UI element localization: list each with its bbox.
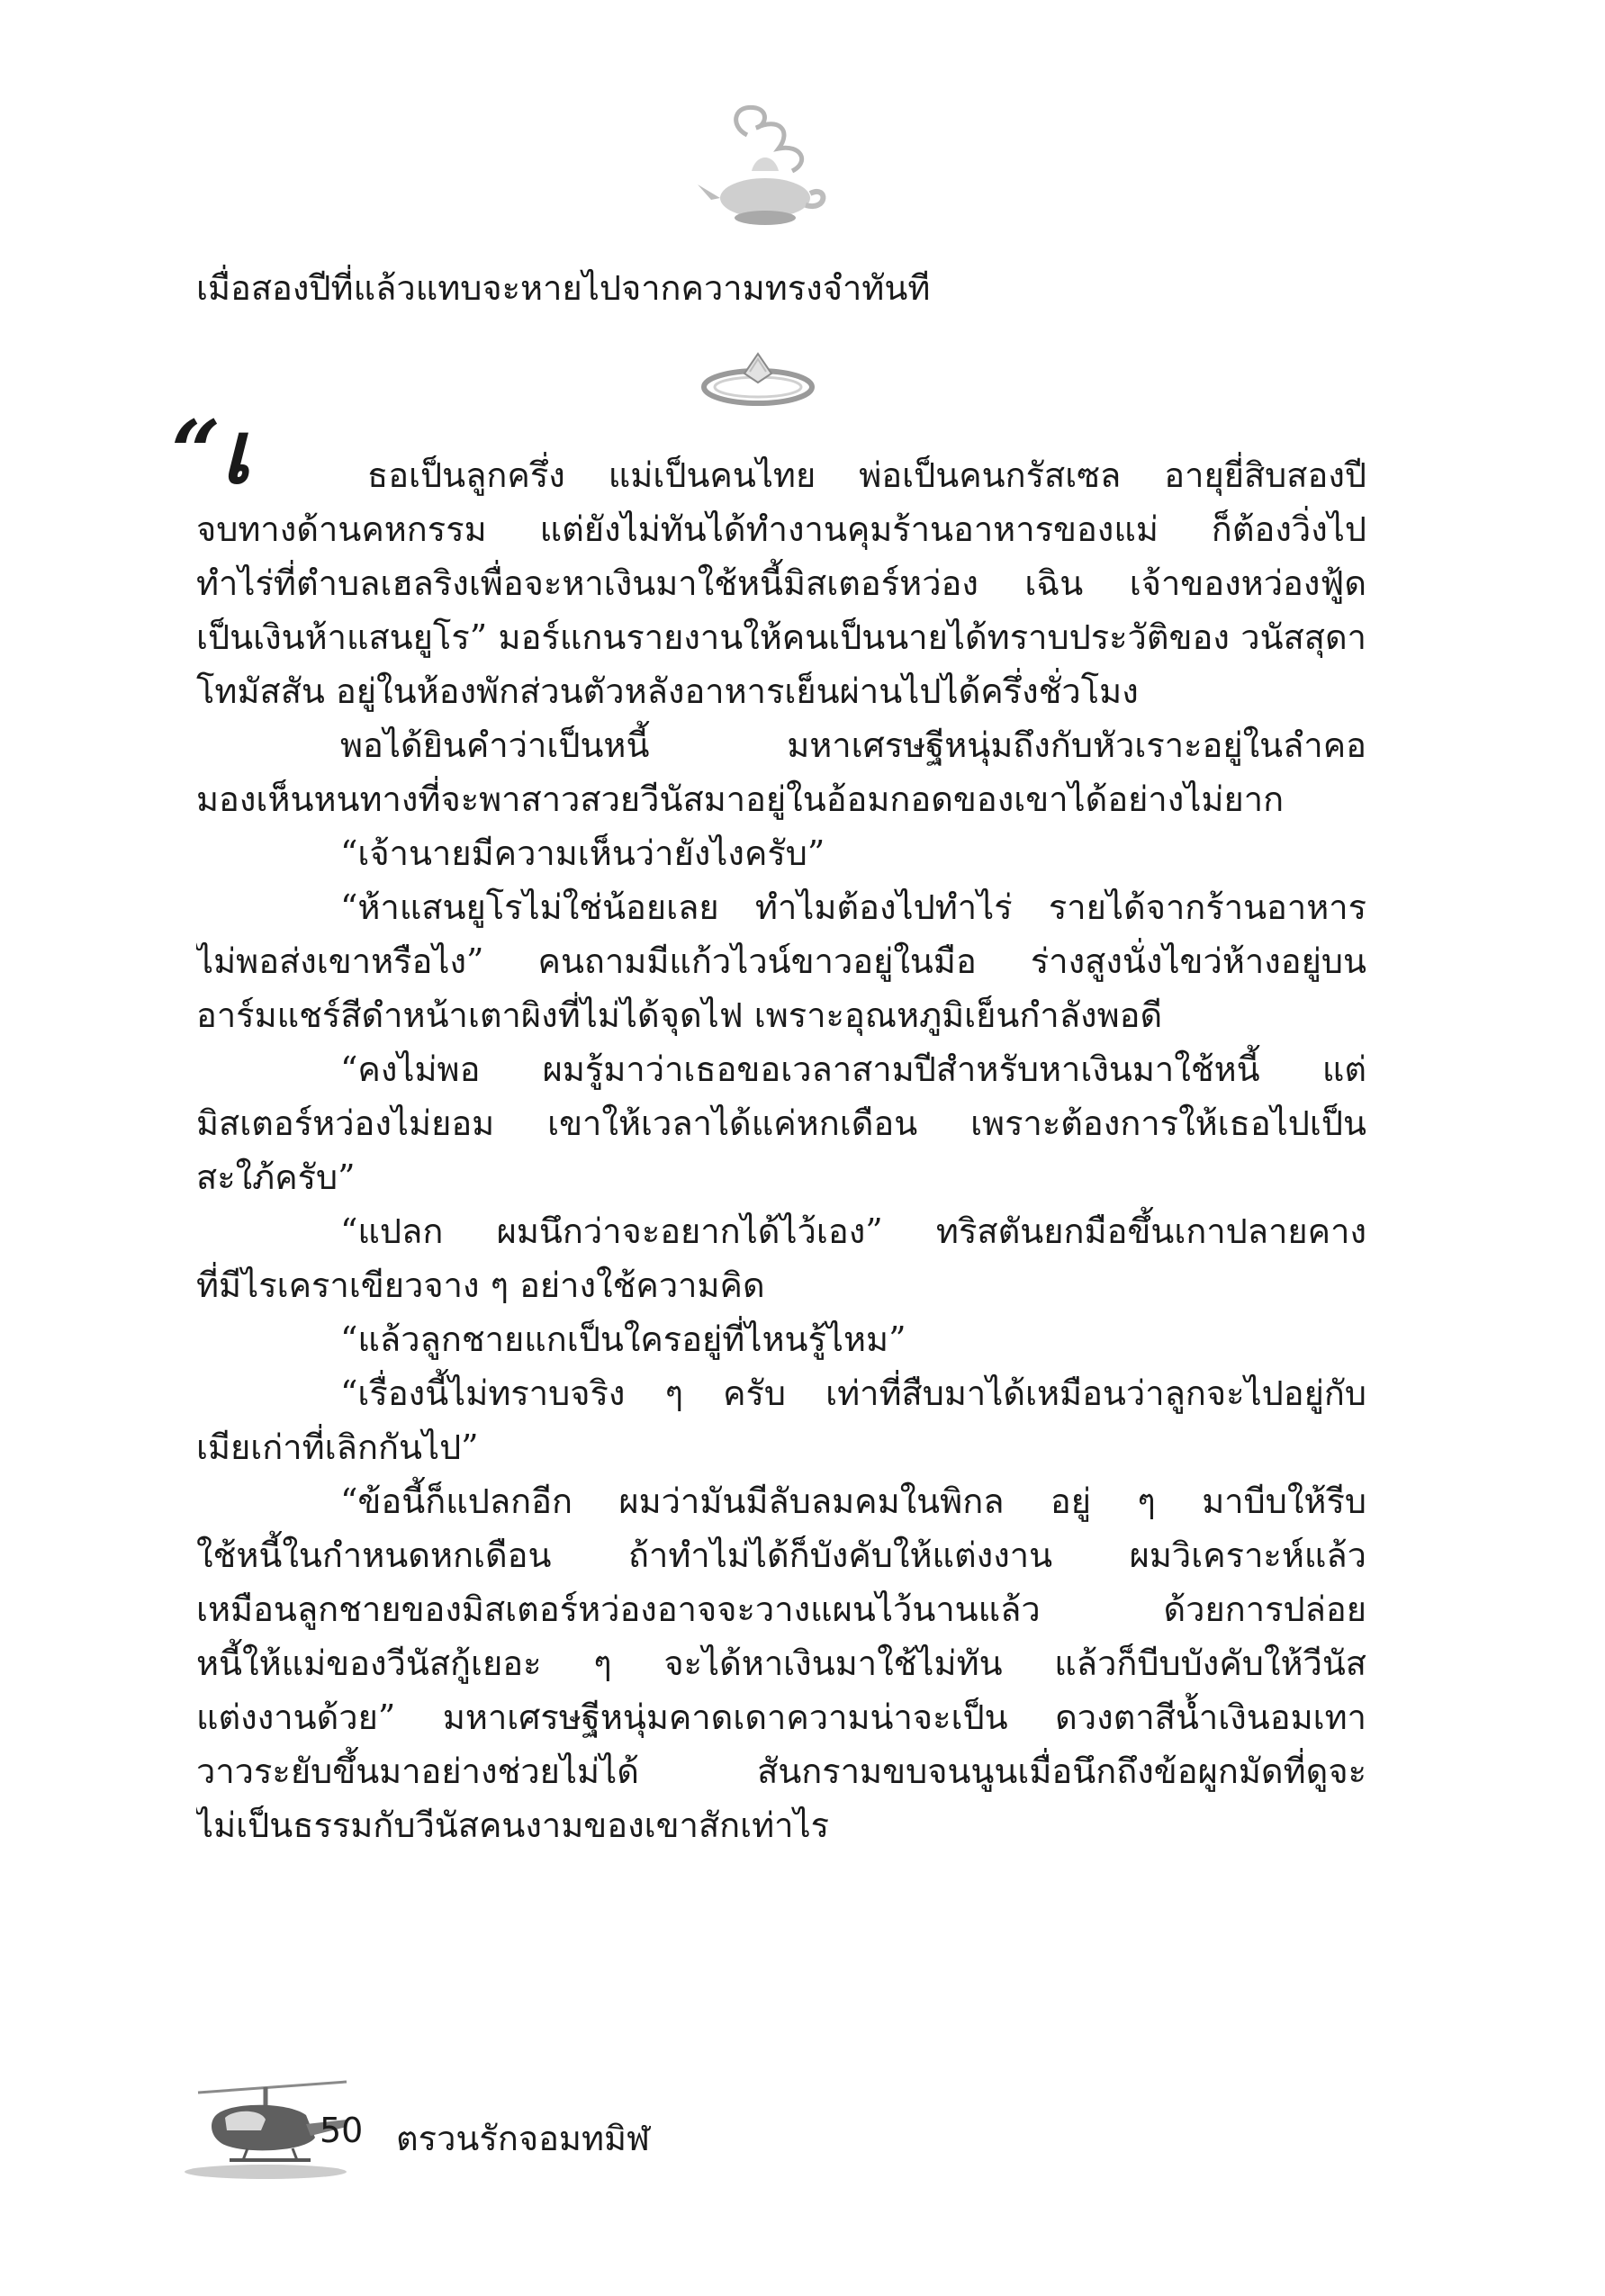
text-line-23: หนี้ให้แม่ของวีนัสกู้เยอะ ๆ จะได้หาเงินมาใช้ไม่ทัน แล้วก็บีบบังคับให้วีนัส — [196, 1643, 1366, 1683]
text-line-15: “แปลก ผมนึกว่าจะอยากได้ไว้เอง” ทริสตันยกมือขึ้นเกาปลายคาง — [340, 1211, 1366, 1251]
text-line-25: วาวระยับขึ้นมาอย่างช่วยไม่ได้ สันกรามขบจนนูนเมื่อนึกถึงข้อผูกมัดที่ดูจะ — [196, 1751, 1366, 1791]
text-line-1: ธอเป็นลูกครึ่ง แม่เป็นคนไทย พ่อเป็นคนกรัสเซล อายุยี่สิบสองปี — [367, 455, 1366, 495]
opening-line: เมื่อสองปีที่แล้วแทบจะหายไปจากความทรงจำทันที — [196, 268, 931, 308]
text-line-5: โทมัสสัน อยู่ในห้องพักส่วนตัวหลังอาหารเย็นผ่านไปได้ครึ่งชั่วโมง — [196, 671, 1139, 711]
text-line-17: “แล้วลูกชายแกเป็นใครอยู่ที่ไหนรู้ไหม” — [340, 1319, 906, 1359]
text-line-10: ไม่พอส่งเขาหรือไง” คนถามมีแก้วไวน์ขาวอยู่ในมือ ร่างสูงนั่งไขว่ห้างอยู่บน — [196, 941, 1366, 981]
diamond-ring-icon — [698, 347, 819, 414]
text-line-8: “เจ้านายมีความเห็นว่ายังไงครับ” — [340, 833, 825, 873]
text-line-21: ใช้หนี้ในกำหนดหกเดือน ถ้าทำไม่ได้ก็บังคับให้แต่งงาน ผมวิเคราะห์แล้ว — [196, 1535, 1366, 1575]
text-line-7: มองเห็นหนทางที่จะพาสาวสวยวีนัสมาอยู่ในอ้อมกอดของเขาได้อย่างไม่ยาก — [196, 779, 1285, 819]
page-number: 50 — [320, 2111, 364, 2150]
text-line-22: เหมือนลูกชายของมิสเตอร์หว่องอาจจะวางแผนไว้นานแล้ว ด้วยการปล่อย — [196, 1589, 1366, 1629]
text-line-2: จบทางด้านคหกรรม แต่ยังไม่ทันได้ทำงานคุมร้านอาหารของแม่ ก็ต้องวิ่งไป — [196, 509, 1366, 549]
text-line-11: อาร์มแชร์สีดำหน้าเตาผิงที่ไม่ได้จุดไฟ เพราะอุณหภูมิเย็นกำลังพอดี — [196, 995, 1163, 1035]
text-line-24: แต่งงานด้วย” มหาเศรษฐีหนุ่มคาดเดาความน่าจะเป็น ดวงตาสีน้ำเงินอมเทา — [196, 1697, 1366, 1737]
text-line-12: “คงไม่พอ ผมรู้มาว่าเธอขอเวลาสามปีสำหรับหาเงินมาใช้หนี้ แต่ — [340, 1049, 1366, 1089]
text-line-18: “เรื่องนี้ไม่ทราบจริง ๆ ครับ เท่าที่สืบมาได้เหมือนว่าลูกจะไปอยู่กับ — [340, 1373, 1366, 1413]
book-title: ตรวนรักจอมทมิฬ — [396, 2119, 651, 2158]
dropcap: “เ — [171, 401, 251, 503]
text-line-16: ที่มีไรเคราเขียวจาง ๆ อย่างใช้ความคิด — [196, 1265, 765, 1305]
text-line-6: พอได้ยินคำว่าเป็นหนี้ มหาเศรษฐีหนุ่มถึงกับหัวเราะอยู่ในลำคอ — [340, 725, 1366, 765]
text-line-20: “ข้อนี้ก็แปลกอีก ผมว่ามันมีลับลมคมในพิกล อยู่ ๆ มาบีบให้รีบ — [340, 1481, 1366, 1521]
text-line-4: เป็นเงินห้าแสนยูโร” มอร์แกนรายงานให้คนเป็นนายได้ทราบประวัติของ วนัสสุดา — [196, 617, 1366, 657]
text-line-3: ทำไร่ที่ตำบลเฮลริงเพื่อจะหาเงินมาใช้หนี้มิสเตอร์หว่อง เฉิน เจ้าของหว่องฟู้ด — [196, 563, 1366, 603]
text-line-9: “ห้าแสนยูโรไม่ใช่น้อยเลย ทำไมต้องไปทำไร่ รายได้จากร้านอาหาร — [340, 887, 1366, 927]
text-line-14: สะใภ้ครับ” — [196, 1157, 356, 1197]
genie-lamp-icon — [693, 99, 837, 234]
text-line-19: เมียเก่าที่เลิกกันไป” — [196, 1427, 479, 1467]
text-line-13: มิสเตอร์หว่องไม่ยอม เขาให้เวลาได้แค่หกเดือน เพราะต้องการให้เธอไปเป็น — [196, 1103, 1366, 1143]
text-line-26: ไม่เป็นธรรมกับวีนัสคนงามของเขาสักเท่าไร — [196, 1805, 830, 1845]
